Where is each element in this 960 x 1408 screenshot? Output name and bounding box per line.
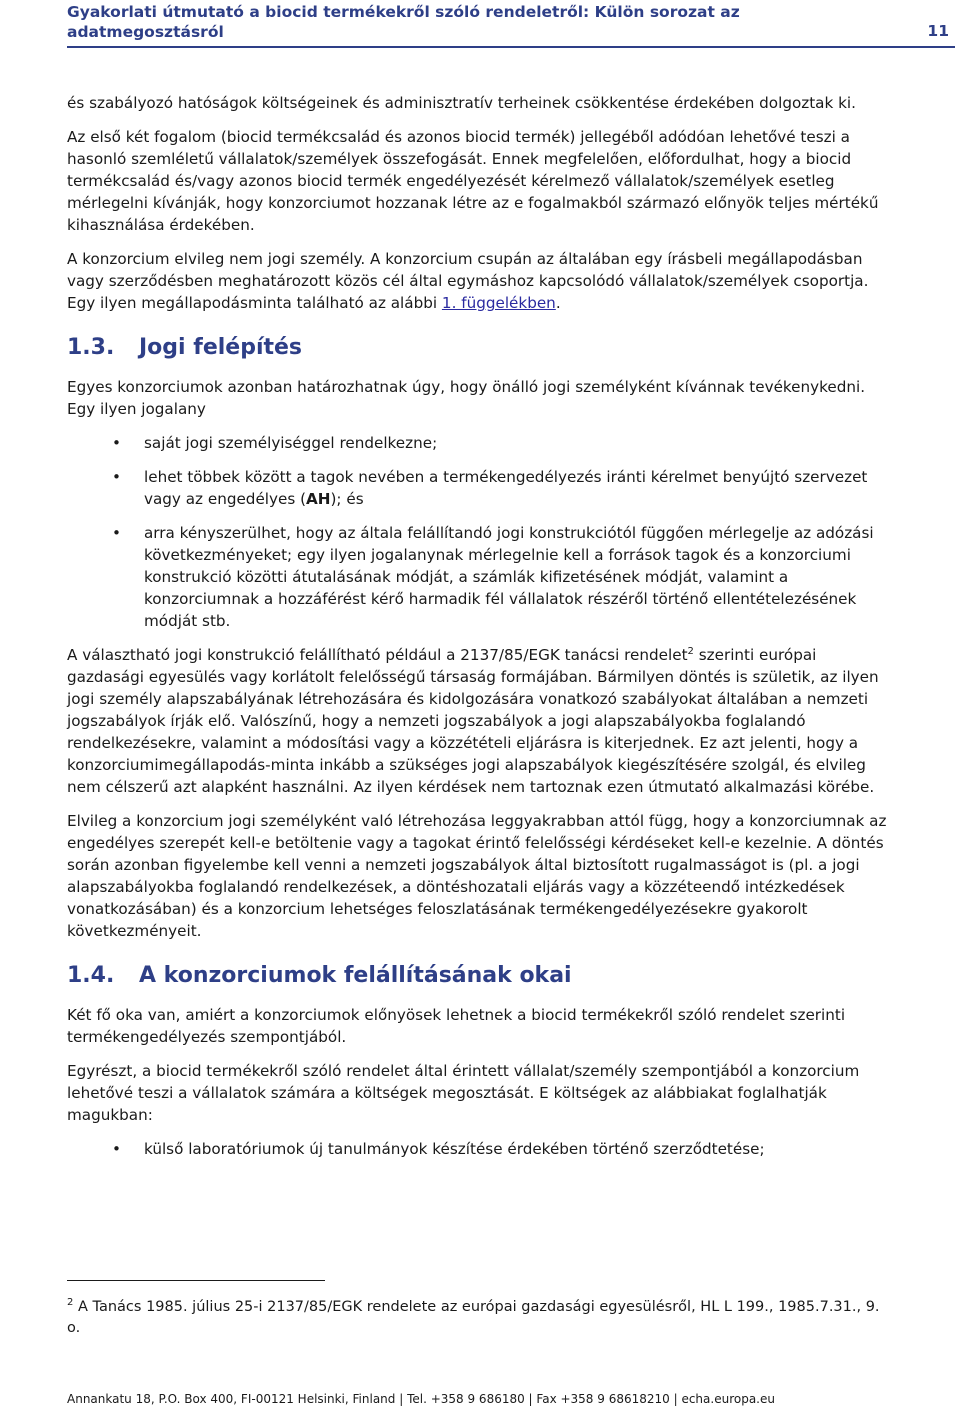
footnote-ref[interactable]: 2	[687, 645, 694, 657]
bullet-icon: •	[112, 434, 121, 452]
section-heading-1-3	[67, 334, 893, 362]
footnote	[67, 1297, 893, 1339]
page-number: 11	[927, 22, 949, 40]
paragraph: Egyes konzorciumok azonban határozhatnak úgy, hogy önálló jogi személyként kívánnak tevékenykedni. Egy ilyen jogalany	[67, 378, 866, 418]
list-item: • külső laboratóriumok új tanulmányok készítése érdekében történő szerződtetése;	[112, 1140, 765, 1158]
page-content	[67, 92, 893, 1172]
footnote-text: A Tanács 1985. július 25-i 2137/85/EGK rendelete az európai gazdasági egyesülésről, HL L 199., 1985.7.31., 9. o.	[67, 1299, 880, 1336]
paragraph	[67, 248, 893, 314]
bullet-icon: •	[112, 468, 121, 486]
list-item: • arra kényszerülhet, hogy az általa felállítandó jogi konstrukciótól függően mérlegelje az adózási következményeket; egy ilyen jogalanynak mérlegelnie kell a források tagok és a konzorciumi konstrukció közötti átutalásának módját, a számlák kifizetésének módját, valamint a konzorciumnak a hozzáférést kérő harmadik fél vállalatok részéről történő ellentételezésének módját stb.	[112, 524, 874, 630]
page-header	[67, 0, 955, 46]
section-number: 1.3.	[67, 335, 115, 360]
section-heading-1-4	[67, 962, 893, 990]
document-title: Gyakorlati útmutató a biocid termékekről szóló rendeletről: Külön sorozat az adatmegosztásról	[67, 3, 740, 41]
bullet-icon: •	[112, 1140, 121, 1158]
paragraph-text: A konzorcium elvileg nem jogi személy. A konzorcium csupán az általában egy írásbeli megállapodásban vagy szerződésben meghatározott közös cél által egymáshoz kapcsolódó vállalatok/személyek csoportja. Egy ilyen megállapodásminta található az alábbi	[67, 250, 869, 312]
paragraph: Az első két fogalom (biocid termékcsalád és azonos biocid termék) jellegéből adódóan lehetővé teszi a hasonló szemléletű vállalatok/személyek összefogását. Ennek megfelelően, előfordulhat, hogy a biocid termékcsalád és/vagy azonos biocid termék engedélyezését kérelmező vállalatok/személyek esetleg mérlegelni kívánják, hogy konzorciumot hozzanak létre az e fogalmakból származó előnyök teljes mértékű kihasználása érdekében.	[67, 128, 879, 234]
paragraph: A választható jogi konstrukció felállítható például a 2137/85/EGK tanácsi rendelet$^2$ szerinti európai gazdasági egyesülés vagy korlátolt felelősségű társaság formájában. Bármilyen döntés is születik, az ilyen jogi személy alapszabályának létrehozására és kidolgozására vonatkozó szabályokat általában a nemzeti jogszabályok írják elő. Valószínű, hogy a nemzeti jogszabályok a jogi alapszabályokba foglalandó rendelkezésekre, valamint a módosítási vagy a közzétételi eljárásra is kiterjednek. Ez azt jelenti, hogy a konzorciumimegállapodás-minta inkább a szükséges jogi alapszabályok kiegészítésére szolgál, és elvileg nem célszerű azt alapként használni. Az ilyen kérdések nem tartoznak ezen útmutató alkalmazási körébe.	[67, 645, 879, 796]
section-title: A konzorciumok felállításának okai	[139, 963, 572, 988]
footnote-divider	[67, 1280, 325, 1281]
section-number: 1.4.	[67, 963, 115, 988]
paragraph: Egyrészt, a biocid termékekről szóló rendelet által érintett vállalat/személy szempontjából a konzorcium lehetővé teszi a vállalatok számára a költségek megosztását. E költségek az alábbiakat foglalhatják magukban:	[67, 1062, 860, 1124]
page-footer: Annankatu 18, P.O. Box 400, FI-00121 Helsinki, Finland | Tel. +358 9 686180 | Fax +358 9 68618210 | echa.europa.eu	[67, 1392, 775, 1406]
bullet-list	[67, 1138, 893, 1160]
list-item: • lehet többek között a tagok nevében a termékengedélyezés iránti kérelmet benyújtó szervezet vagy az engedélyes (AH); és	[112, 468, 868, 508]
paragraph: és szabályozó hatóságok költségeinek és adminisztratív terheinek csökkentése érdekében dolgoztak ki.	[67, 94, 856, 112]
bullet-list	[67, 432, 893, 632]
footnote-marker: 2	[67, 1297, 74, 1309]
paragraph: Két fő oka van, amiért a konzorciumok előnyösek lehetnek a biocid termékekről szóló rendelet szerinti termékengedélyezés szempontjából.	[67, 1006, 846, 1046]
section-title: Jogi felépítés	[139, 335, 303, 360]
paragraph: Elvileg a konzorcium jogi személyként való létrehozása leggyakrabban attól függ, hogy a konzorciumnak az engedélyes szerepét kell-e betöltenie vagy a tagokat érintő felelősségi kérdéseket kell-e kezelnie. A döntés során azonban figyelembe kell venni a nemzeti jogszabályok által biztosított rugalmasságot is (pl. a jogi alapszabályokba foglalandó rendelkezések, a döntéshozatali eljárás vagy a közzéteendő intézkedések vonatkozásában) és a konzorcium lehetséges feloszlatásának termékengedélyezésekre gyakorolt következményeit.	[67, 812, 887, 940]
header-divider	[67, 46, 955, 48]
abbreviation: AH	[306, 490, 331, 508]
appendix-link[interactable]: 1. függelékben	[441, 294, 556, 312]
bullet-icon: •	[112, 524, 121, 542]
list-item: • saját jogi személyiséggel rendelkezne;	[112, 434, 438, 452]
paragraph-end: .	[555, 294, 561, 312]
